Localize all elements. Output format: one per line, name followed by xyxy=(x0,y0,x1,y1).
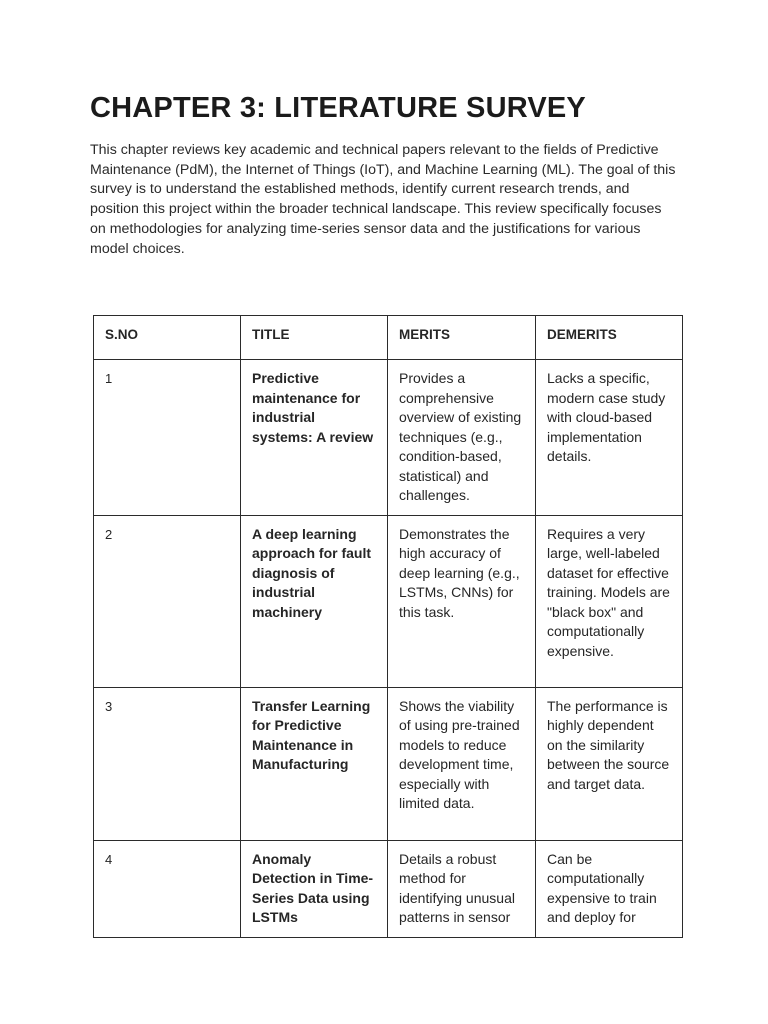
cell-title: A deep learning approach for fault diagnosis of industrial machinery xyxy=(241,515,388,687)
cell-merits: Demonstrates the high accuracy of deep learning (e.g., LSTMs, CNNs) for this task. xyxy=(388,515,536,687)
cell-merits: Provides a comprehensive overview of existing techniques (e.g., condition-based, statistical) and challenges. xyxy=(388,360,536,516)
header-merits: MERITS xyxy=(388,316,536,360)
table-row xyxy=(94,515,683,687)
header-sno: S.NO xyxy=(94,316,241,360)
table-row xyxy=(94,840,683,937)
cell-merits: Shows the viability of using pre-trained models to reduce development time, especially with limited data. xyxy=(388,687,536,840)
cell-demerits: Can be computationally expensive to train and deploy for xyxy=(536,840,683,937)
cell-demerits: Requires a very large, well-labeled dataset for effective training. Models are "black box" and computationally expensive. xyxy=(536,515,683,687)
cell-title: Anomaly Detection in Time-Series Data using LSTMs xyxy=(241,840,388,937)
cell-sno: 4 xyxy=(94,840,241,937)
cell-sno: 3 xyxy=(94,687,241,840)
cell-merits: Details a robust method for identifying unusual patterns in sensor xyxy=(388,840,536,937)
intro-paragraph: This chapter reviews key academic and technical papers relevant to the fields of Predictive Maintenance (PdM), the Internet of Things (IoT), and Machine Learning (ML). The goal of this survey is to understand the established methods, identify current research trends, and position this project within the broader technical landscape. This review specifically focuses on methodologies for analyzing time-series sensor data and the justifications for various model choices. xyxy=(90,142,676,257)
chapter-title: CHAPTER 3: LITERATURE SURVEY xyxy=(90,92,586,124)
cell-sno: 2 xyxy=(94,515,241,687)
header-title: TITLE xyxy=(241,316,388,360)
table-row xyxy=(94,360,683,516)
table-row xyxy=(94,687,683,840)
cell-sno: 1 xyxy=(94,360,241,516)
cell-title: Predictive maintenance for industrial systems: A review xyxy=(241,360,388,516)
literature-survey-table xyxy=(93,315,683,938)
cell-demerits: Lacks a specific, modern case study with cloud-based implementation details. xyxy=(536,360,683,516)
cell-demerits: The performance is highly dependent on the similarity between the source and target data. xyxy=(536,687,683,840)
table-header-row xyxy=(94,316,683,360)
header-demerits: DEMERITS xyxy=(536,316,683,360)
cell-title: Transfer Learning for Predictive Maintenance in Manufacturing xyxy=(241,687,388,840)
